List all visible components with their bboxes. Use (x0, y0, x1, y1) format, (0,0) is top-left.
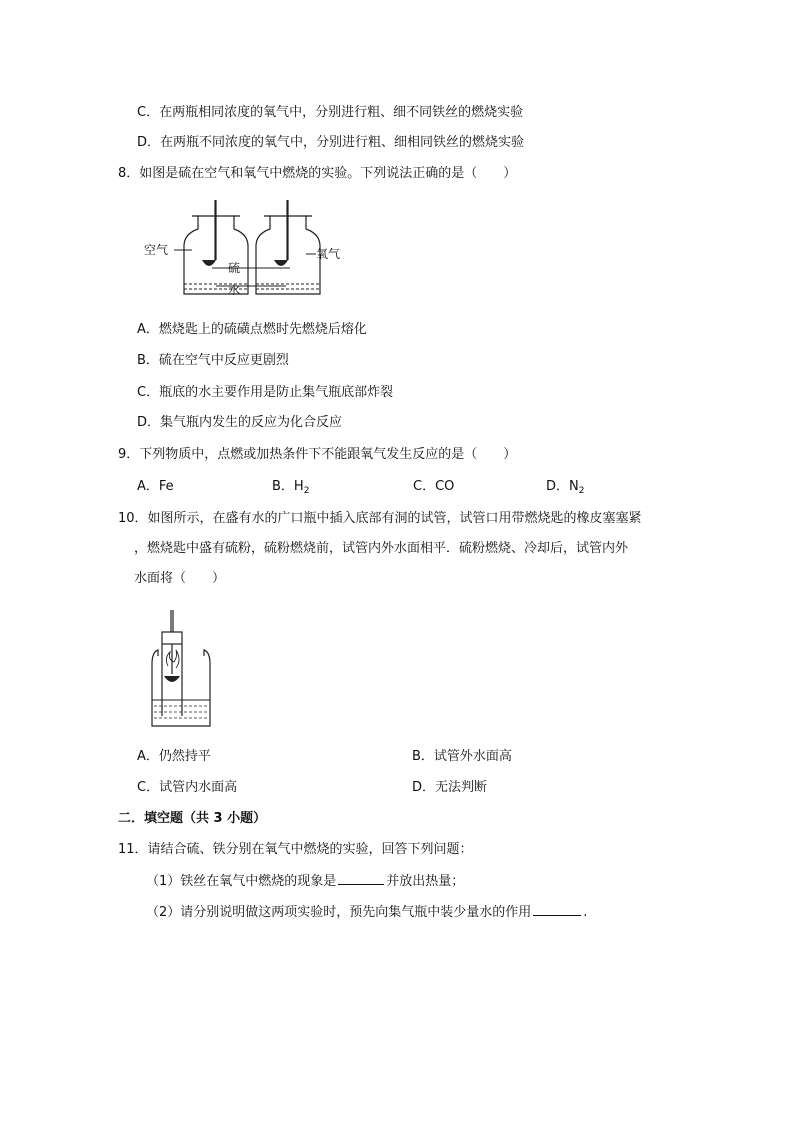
q10-option-d: D．无法判断 (412, 780, 488, 795)
q7-option-c: C．在两瓶相同浓度的氧气中，分别进行粗、细不同铁丝的燃烧实验 (137, 105, 524, 120)
oxygen-bottle (256, 200, 320, 294)
q11-stem: 11．请结合硫、铁分别在氧气中燃烧的实验，回答下列问题： (118, 842, 473, 857)
q9-option-b: B．$H_2$ (272, 479, 310, 496)
q8-stem: 8．如图是硫在空气和氧气中燃烧的实验。下列说法正确的是（ ） (118, 166, 517, 181)
q9-option-a: A．Fe (137, 479, 174, 494)
q9-stem: 9．下列物质中，点燃或加热条件下不能跟氧气发生反应的是（ ） (118, 447, 517, 462)
q8-option-a: A．燃烧匙上的硫磺点燃时先燃烧后熔化 (137, 322, 367, 337)
q11-part1: （1）铁丝在氧气中燃烧的现象是 并放出热量； (146, 874, 465, 889)
oxygen-spoon (274, 260, 288, 266)
q11-part2-blank[interactable] (533, 903, 581, 916)
label-water: 水 (228, 283, 241, 297)
q9-option-d: D．$N_2$ (546, 479, 585, 496)
air-bottle (184, 200, 248, 294)
q10-stem-line3: 水面将（ ） (134, 571, 226, 586)
q10-option-c: C．试管内水面高 (137, 780, 238, 795)
q11-part2: （2）请分别说明做这两项实验时，预先向集气瓶中装少量水的作用 . (146, 905, 588, 920)
label-sulfur: 硫 (228, 261, 241, 275)
q10-stem-line1: 10．如图所示，在盛有水的广口瓶中插入底部有洞的试管，试管口用带燃烧匙的橡皮塞塞紧 (118, 511, 642, 526)
q10-figure-test-tube (144, 606, 216, 730)
q10-option-b: B．试管外水面高 (412, 749, 512, 764)
q7-option-d: D．在两瓶不同浓度的氧气中，分别进行粗、细相同铁丝的燃烧实验 (137, 135, 525, 150)
air-spoon (202, 260, 216, 266)
q11-part1-blank[interactable] (338, 872, 384, 885)
q10-stem-line2: ，燃烧匙中盛有硫粉，硫粉燃烧前，试管内外水面相平．硫粉燃烧、冷却后，试管内外 (134, 541, 629, 556)
q8-option-d: D．集气瓶内发生的反应为化合反应 (137, 415, 343, 430)
label-oxygen: 氧气 (316, 247, 340, 261)
q8-option-b: B．硫在空气中反应更剧烈 (137, 353, 289, 368)
section-title-fill-in: 二．填空题（共 3 小题） (118, 811, 267, 826)
label-air: 空气 (144, 243, 169, 257)
q8-option-c: C．瓶底的水主要作用是防止集气瓶底部炸裂 (137, 385, 394, 400)
q9-option-c: C．CO (413, 479, 455, 494)
q8-figure-sulfur-combustion (140, 196, 340, 300)
q10-option-a: A．仍然持平 (137, 749, 211, 764)
